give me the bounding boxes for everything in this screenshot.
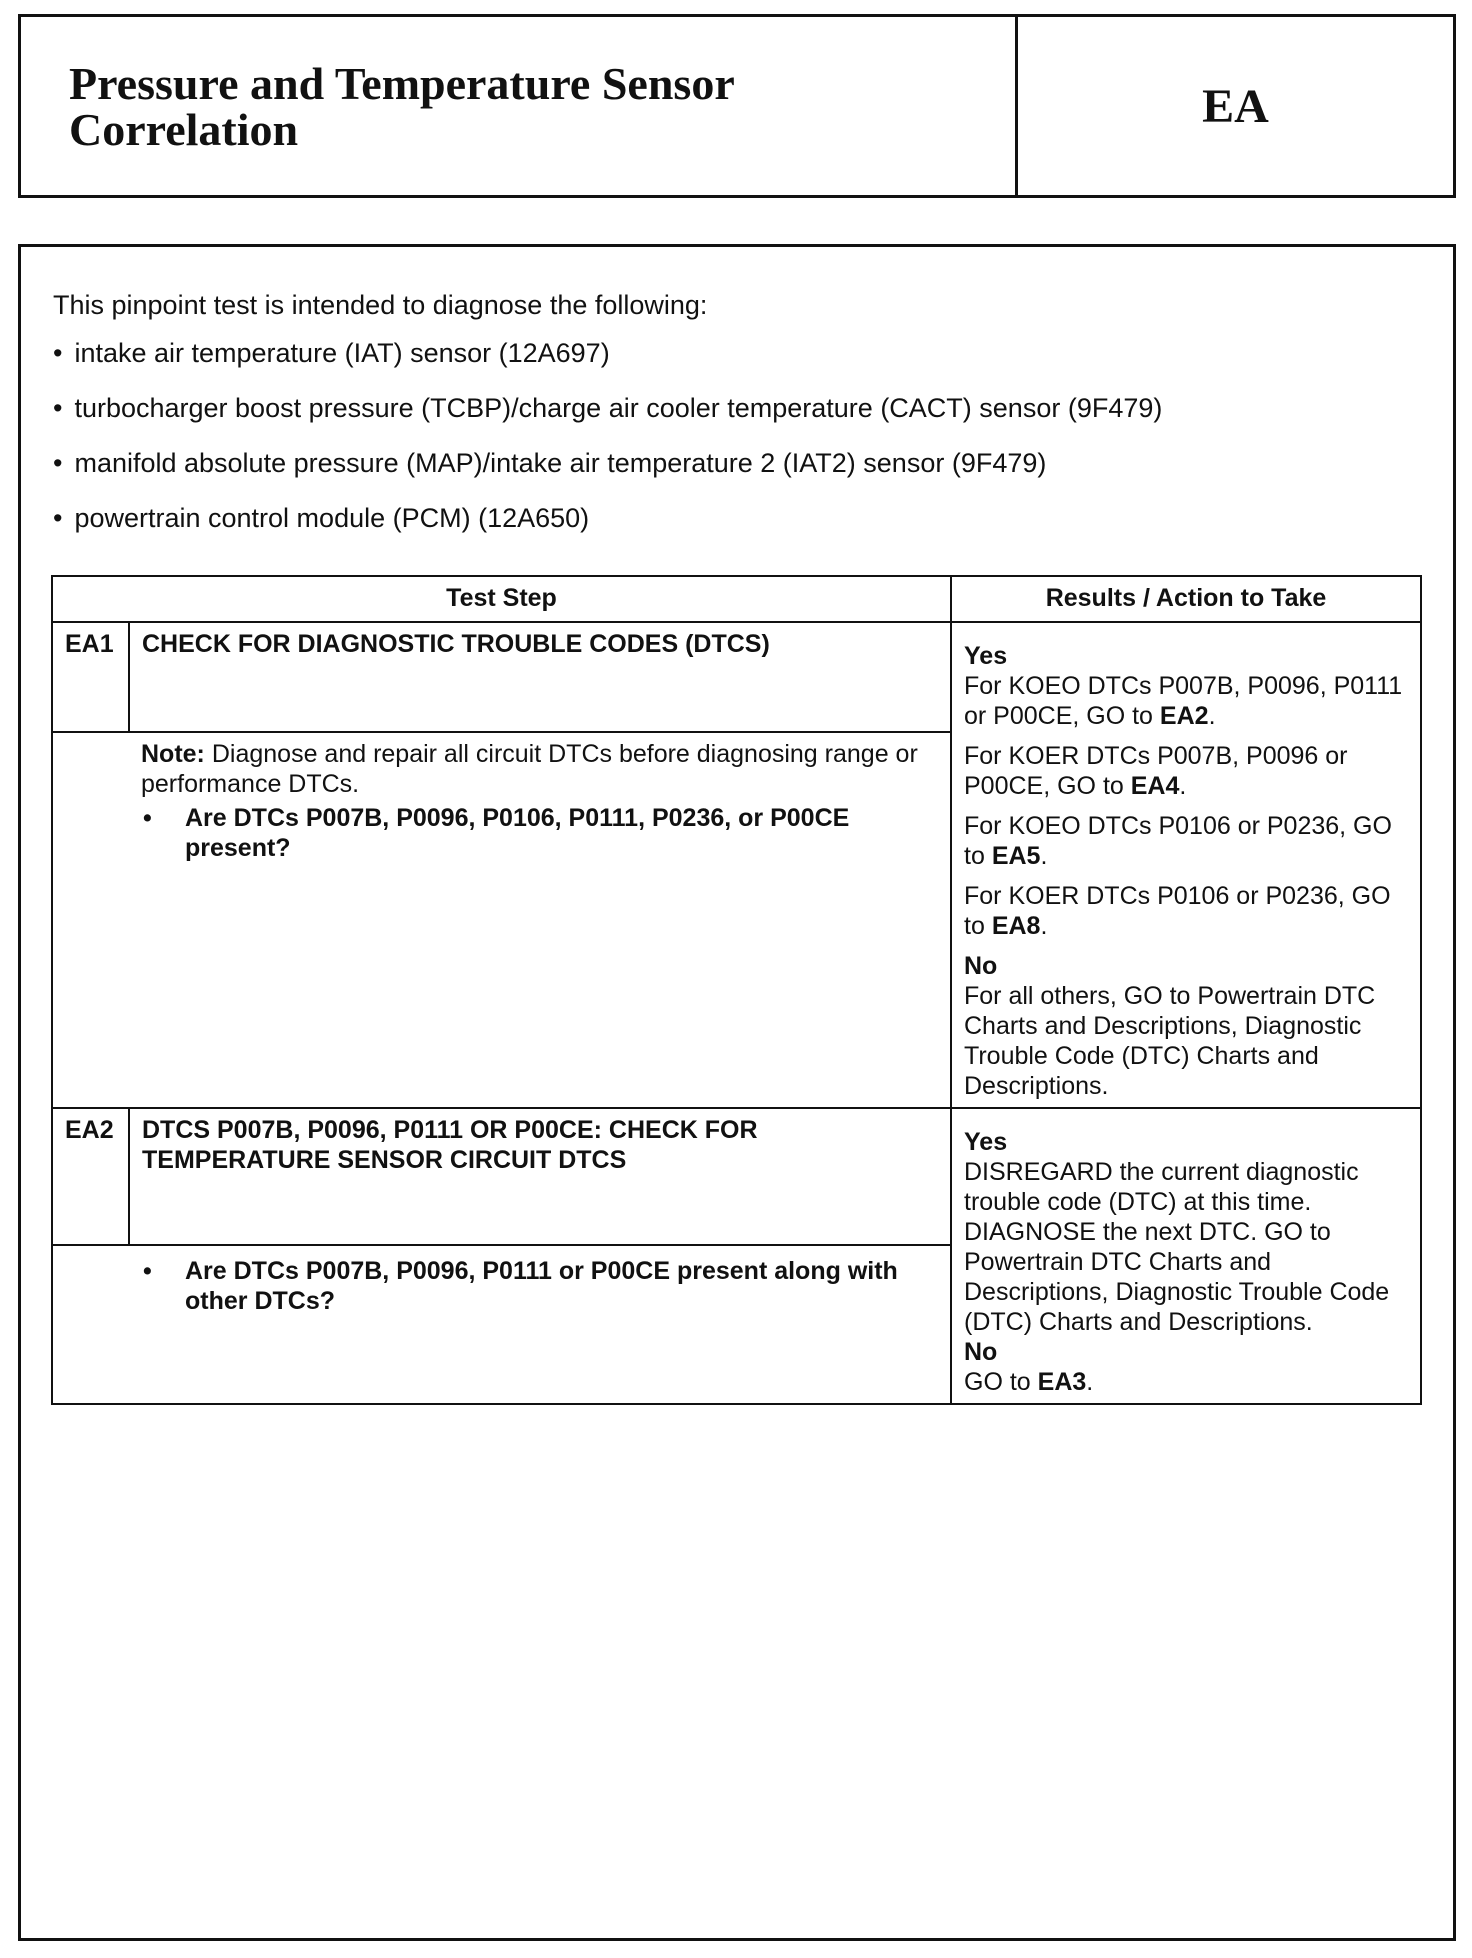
intro-lead: This pinpoint test is intended to diagnose the following: bbox=[53, 290, 708, 320]
component-list bbox=[53, 337, 1162, 534]
page-title bbox=[21, 17, 1018, 195]
step-question: • Are DTCs P007B, P0096, P0111 or P00CE present along with other DTCs? bbox=[143, 1256, 898, 1315]
page-title-line2: Correlation bbox=[69, 104, 299, 155]
list-item: • manifold absolute pressure (MAP)/intake air temperature 2 (IAT2) sensor (9F479) bbox=[53, 447, 1162, 479]
no-text: For all others, GO to Powertrain DTC Charts and Descriptions, Diagnostic Trouble Code (DTC) Charts and Descriptions. bbox=[964, 982, 1376, 1100]
step-title: DTCS P007B, P0096, P0111 OR P00CE: CHECK FOR TEMPERATURE SENSOR CIRCUIT DTCS bbox=[129, 1108, 951, 1245]
goto-link[interactable]: EA4 bbox=[1130, 772, 1180, 800]
header-test-step: Test Step bbox=[52, 576, 951, 622]
table-row bbox=[52, 622, 1421, 732]
step-body bbox=[129, 1245, 951, 1404]
step-result bbox=[951, 622, 1421, 1108]
goto-link[interactable]: EA3 bbox=[1037, 1368, 1087, 1396]
list-item: • powertrain control module (PCM) (12A650) bbox=[53, 502, 1162, 534]
no-text: GO to EA3. bbox=[964, 1368, 1094, 1396]
no-label: No bbox=[964, 952, 998, 980]
step-body bbox=[129, 732, 951, 1108]
page-title-line1: Pressure and Temperature Sensor bbox=[69, 58, 735, 109]
step-question: • Are DTCs P007B, P0096, P0106, P0111, P0236, or P00CE present? bbox=[143, 803, 850, 862]
yes-text: DISREGARD the current diagnostic trouble code (DTC) at this time. DIAGNOSE the next DTC. GO to Powertrain DTC Charts and Descriptions, Diagnostic Trouble Code (DTC) Charts and Descriptions. bbox=[964, 1158, 1390, 1336]
yes-item: For KOER DTCs P0106 or P0236, GO to EA8. bbox=[964, 882, 1391, 940]
goto-link[interactable]: EA8 bbox=[991, 912, 1041, 940]
bullet-icon: • bbox=[143, 803, 152, 832]
yes-item: For KOEO DTCs P007B, P0096, P0111 or P00CE, GO to EA2. bbox=[964, 672, 1403, 730]
yes-label: Yes bbox=[964, 642, 1008, 670]
yes-item: For KOEO DTCs P0106 or P0236, GO to EA5. bbox=[964, 812, 1392, 870]
table-row bbox=[52, 1108, 1421, 1245]
step-result bbox=[951, 1108, 1421, 1404]
table-header-row bbox=[52, 576, 1421, 622]
yes-label: Yes bbox=[964, 1128, 1008, 1156]
list-item: • intake air temperature (IAT) sensor (12A697) bbox=[53, 337, 1162, 369]
page-header bbox=[18, 14, 1456, 198]
step-id: EA1 bbox=[52, 622, 129, 732]
yes-item: For KOER DTCs P007B, P0096 or P00CE, GO to EA4. bbox=[964, 742, 1348, 800]
intro-section bbox=[53, 289, 1162, 557]
no-label: No bbox=[964, 1338, 998, 1366]
list-item: • turbocharger boost pressure (TCBP)/charge air cooler temperature (CACT) sensor (9F479) bbox=[53, 392, 1162, 424]
step-id: EA2 bbox=[52, 1108, 129, 1245]
goto-link[interactable]: EA2 bbox=[1159, 702, 1209, 730]
header-results: Results / Action to Take bbox=[951, 576, 1421, 622]
goto-link[interactable]: EA5 bbox=[991, 842, 1041, 870]
content-panel bbox=[18, 244, 1456, 1941]
section-code: EA bbox=[1202, 79, 1269, 133]
pinpoint-test-table bbox=[51, 575, 1422, 1405]
step-title: CHECK FOR DIAGNOSTIC TROUBLE CODES (DTCS) bbox=[129, 622, 951, 732]
bullet-icon: • bbox=[143, 1256, 152, 1285]
step-note: Note: Diagnose and repair all circuit DTCs before diagnosing range or performance DTCs. bbox=[141, 739, 918, 798]
